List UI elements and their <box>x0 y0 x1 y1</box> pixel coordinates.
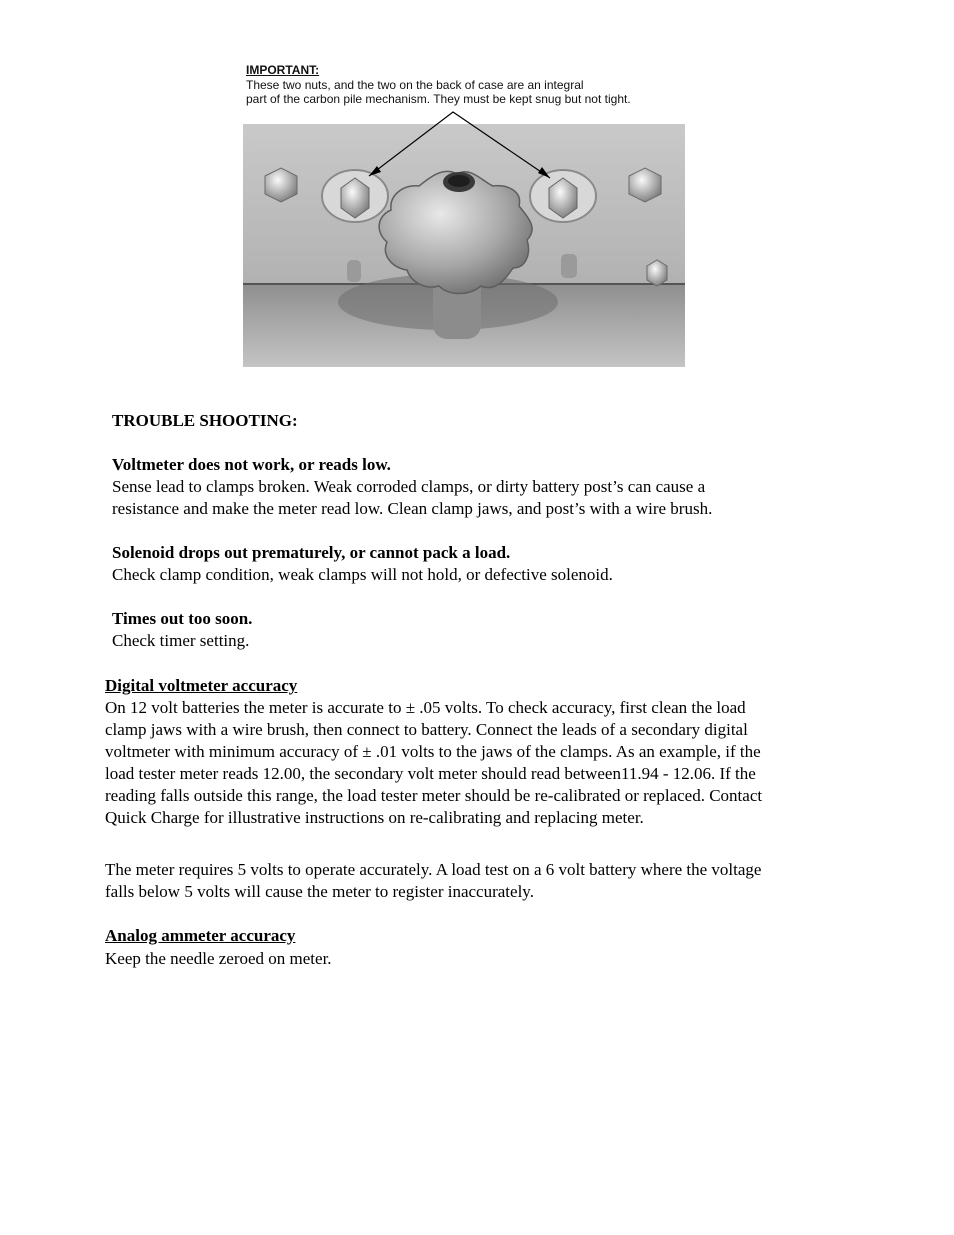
meter-note-line-2: falls below 5 volts will cause the meter to register inaccurately. <box>105 882 534 901</box>
digital-accuracy-line-3: voltmeter with minimum accuracy of ± .01 volts to the jaws of the clamps. As an example, if the <box>105 742 761 761</box>
digital-accuracy-line-4: load tester meter reads 12.00, the secondary volt meter should read between11.94 - 12.06. If the <box>105 764 756 783</box>
voltmeter-issue-text-2: resistance and make the meter read low. Clean clamp jaws, and post’s with a wire brush. <box>112 499 713 518</box>
meter-note-line-1: The meter requires 5 volts to operate accurately. A load test on a 6 volt battery where the voltage <box>105 860 762 879</box>
voltmeter-issue-heading: Voltmeter does not work, or reads low. <box>112 455 391 474</box>
solenoid-issue-heading: Solenoid drops out prematurely, or cannot pack a load. <box>112 543 511 562</box>
important-callout <box>246 63 706 107</box>
digital-accuracy-heading: Digital voltmeter accuracy <box>105 676 298 695</box>
digital-accuracy-line-2: clamp jaws with a wire brush, then connect to battery. Connect the leads of a secondary digital <box>105 720 748 739</box>
digital-accuracy-line-5: reading falls outside this range, the load tester meter should be re-calibrated or replaced. Contact <box>105 786 763 805</box>
timeout-issue-heading: Times out too soon. <box>112 609 253 628</box>
voltmeter-issue-text-1: Sense lead to clamps broken. Weak corroded clamps, or dirty battery post’s can cause a <box>112 477 706 496</box>
important-line-2: part of the carbon pile mechanism. They must be kept snug but not tight. <box>246 92 631 106</box>
timeout-issue-text: Check timer setting. <box>112 631 250 650</box>
digital-accuracy-line-1: On 12 volt batteries the meter is accurate to ± .05 volts. To check accuracy, first clean the load <box>105 698 746 717</box>
digital-accuracy-line-6: Quick Charge for illustrative instructions on re-calibrating and replacing meter. <box>105 808 644 827</box>
important-heading: IMPORTANT: <box>246 63 320 77</box>
analog-accuracy-text: Keep the needle zeroed on meter. <box>105 949 332 968</box>
analog-accuracy-heading: Analog ammeter accuracy <box>105 926 296 945</box>
troubleshooting-title: TROUBLE SHOOTING: <box>112 411 298 430</box>
carbon-pile-photo <box>243 124 685 367</box>
important-line-1: These two nuts, and the two on the back of case are an integral <box>246 77 584 92</box>
solenoid-issue-text: Check clamp condition, weak clamps will not hold, or defective solenoid. <box>112 565 613 584</box>
